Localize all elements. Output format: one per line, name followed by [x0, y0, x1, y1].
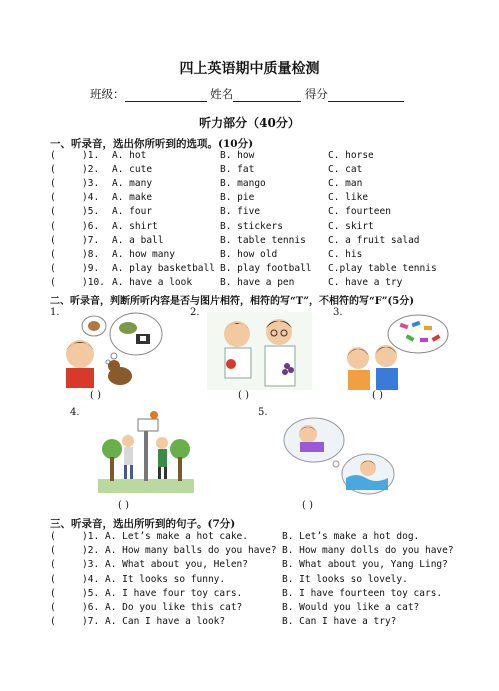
answer-paren[interactable]: (	[50, 602, 56, 613]
option-c[interactable]: C. cat	[328, 164, 363, 176]
answer-paren[interactable]: (	[50, 150, 56, 161]
option-b[interactable]: B. fat	[220, 164, 255, 176]
picture-kids-thinking-stickers	[340, 312, 450, 390]
picture-label-4: 4.	[70, 407, 80, 418]
option-c[interactable]: C. have a try	[328, 276, 403, 288]
answer-paren[interactable]: (	[50, 531, 56, 542]
option-b[interactable]: B. How many dolls do you have?	[282, 545, 454, 557]
picture-boy-thinking-animals	[58, 310, 163, 388]
question-number: )7.	[82, 616, 100, 628]
option-a[interactable]: A. make	[112, 192, 153, 204]
option-b[interactable]: B. play football	[220, 262, 312, 274]
page-title: 四上英语期中质量检测	[179, 61, 320, 77]
option-b[interactable]: B. have a pen	[220, 276, 295, 288]
option-a[interactable]: A. have a look	[112, 276, 193, 288]
answer-paren-5[interactable]: ( )	[302, 500, 313, 511]
option-a[interactable]: A. I have four toy cars.	[105, 587, 243, 599]
name-label: 姓名	[210, 87, 234, 101]
option-a[interactable]: A. Let’s make a hot cake.	[105, 531, 248, 542]
answer-paren-3[interactable]: ( )	[372, 390, 383, 401]
answer-paren[interactable]: (	[50, 587, 56, 599]
section3-heading: 三、听录音，选出所听到的句子。(7分)	[50, 518, 236, 530]
option-b[interactable]: B. how	[220, 150, 255, 161]
question-number: )6.	[82, 602, 100, 613]
question-number: )5.	[82, 206, 100, 218]
option-a[interactable]: A. cute	[112, 164, 153, 176]
question-number: )10.	[82, 276, 105, 288]
option-b[interactable]: B. pie	[220, 192, 255, 204]
option-a[interactable]: A. how many	[112, 248, 175, 260]
question-number: )3.	[82, 559, 100, 571]
option-c[interactable]: C. man	[328, 178, 363, 190]
option-b[interactable]: B. Would you like a cat?	[282, 602, 420, 613]
answer-paren[interactable]: (	[50, 248, 56, 260]
option-a[interactable]: A. hot	[112, 150, 147, 161]
option-b[interactable]: B. table tennis	[220, 234, 306, 246]
class-label: 班级：	[90, 87, 125, 101]
option-b[interactable]: B. I have fourteen toy cars.	[282, 587, 443, 599]
option-a[interactable]: A. What about you, Helen?	[105, 559, 248, 571]
option-b[interactable]: B. how old	[220, 248, 278, 260]
class-blank[interactable]	[125, 89, 207, 102]
question-number: )2.	[82, 545, 100, 557]
section1-heading: 一、听录音，选出你所听到的选项。(10分)	[50, 138, 254, 150]
answer-paren[interactable]: (	[50, 559, 56, 571]
question-number: )6.	[82, 220, 100, 232]
answer-paren-2[interactable]: ( )	[238, 390, 249, 401]
option-b[interactable]: B. It looks so lovely.	[282, 573, 408, 585]
answer-paren[interactable]: (	[50, 276, 56, 288]
option-c[interactable]: C.play table tennis	[328, 262, 437, 274]
answer-paren[interactable]: (	[50, 164, 56, 176]
option-c[interactable]: C. a fruit salad	[328, 234, 420, 246]
picture-boy-dreaming-swimming	[270, 412, 395, 496]
option-b[interactable]: B. Let’s make a hot dog.	[282, 531, 420, 542]
picture-label-1: 1.	[50, 307, 60, 318]
option-a[interactable]: A. four	[112, 206, 153, 218]
option-a[interactable]: A. Can I have a look?	[105, 616, 226, 628]
question-number: )1.	[82, 150, 100, 161]
section2-heading: 二、听录音，判断所听内容是否与图片相符，相符的写“T”，不相符的写“F”(5分)	[50, 296, 414, 307]
option-c[interactable]: C. skirt	[328, 220, 374, 232]
question-number: )2.	[82, 164, 100, 176]
option-b[interactable]: B. mango	[220, 178, 266, 190]
option-b[interactable]: B. five	[220, 206, 261, 218]
option-c[interactable]: C. his	[328, 248, 363, 260]
question-number: )4.	[82, 573, 100, 585]
answer-paren[interactable]: (	[50, 220, 56, 232]
student-info-row	[90, 86, 404, 102]
picture-label-3: 3.	[333, 307, 343, 318]
question-number: )7.	[82, 234, 100, 246]
option-c[interactable]: C. horse	[328, 150, 374, 161]
question-number: )5.	[82, 587, 100, 599]
score-blank[interactable]	[328, 89, 404, 102]
answer-paren-4[interactable]: ( )	[118, 500, 129, 511]
option-a[interactable]: A. a ball	[112, 234, 164, 246]
option-a[interactable]: A. How many balls do you have?	[105, 545, 277, 557]
question-number: )4.	[82, 192, 100, 204]
question-number: )8.	[82, 248, 100, 260]
answer-paren[interactable]: (	[50, 262, 56, 274]
answer-paren[interactable]: (	[50, 234, 56, 246]
option-a[interactable]: A. Do you like this cat?	[105, 602, 243, 613]
picture-doctor-and-child	[207, 312, 312, 390]
option-b[interactable]: B. Can I have a try?	[282, 616, 397, 628]
picture-label-5: 5.	[258, 407, 268, 418]
answer-paren[interactable]: (	[50, 178, 56, 190]
question-number: )3.	[82, 178, 100, 190]
question-number: )1.	[82, 531, 100, 542]
option-a[interactable]: A. play basketball	[112, 262, 215, 274]
name-blank[interactable]	[233, 89, 301, 102]
answer-paren[interactable]: (	[50, 206, 56, 218]
picture-label-2: 2.	[190, 307, 200, 318]
option-c[interactable]: C. like	[328, 192, 369, 204]
answer-paren[interactable]: (	[50, 545, 56, 557]
score-label: 得分	[304, 87, 328, 101]
option-a[interactable]: A. many	[112, 178, 153, 190]
answer-paren[interactable]: (	[50, 573, 56, 585]
question-number: )9.	[82, 262, 100, 274]
answer-paren-1[interactable]: ( )	[90, 390, 101, 401]
option-c[interactable]: C. fourteen	[328, 206, 391, 218]
option-b[interactable]: B. What about you, Yang Ling?	[282, 559, 448, 571]
listening-part-title: 听力部分（40分）	[199, 116, 300, 130]
answer-paren[interactable]: (	[50, 616, 56, 628]
picture-boys-playing-basketball	[98, 409, 194, 493]
option-a[interactable]: A. shirt	[112, 220, 158, 232]
option-b[interactable]: B. stickers	[220, 220, 283, 232]
option-a[interactable]: A. It looks so funny.	[105, 573, 226, 585]
answer-paren[interactable]: (	[50, 192, 56, 204]
